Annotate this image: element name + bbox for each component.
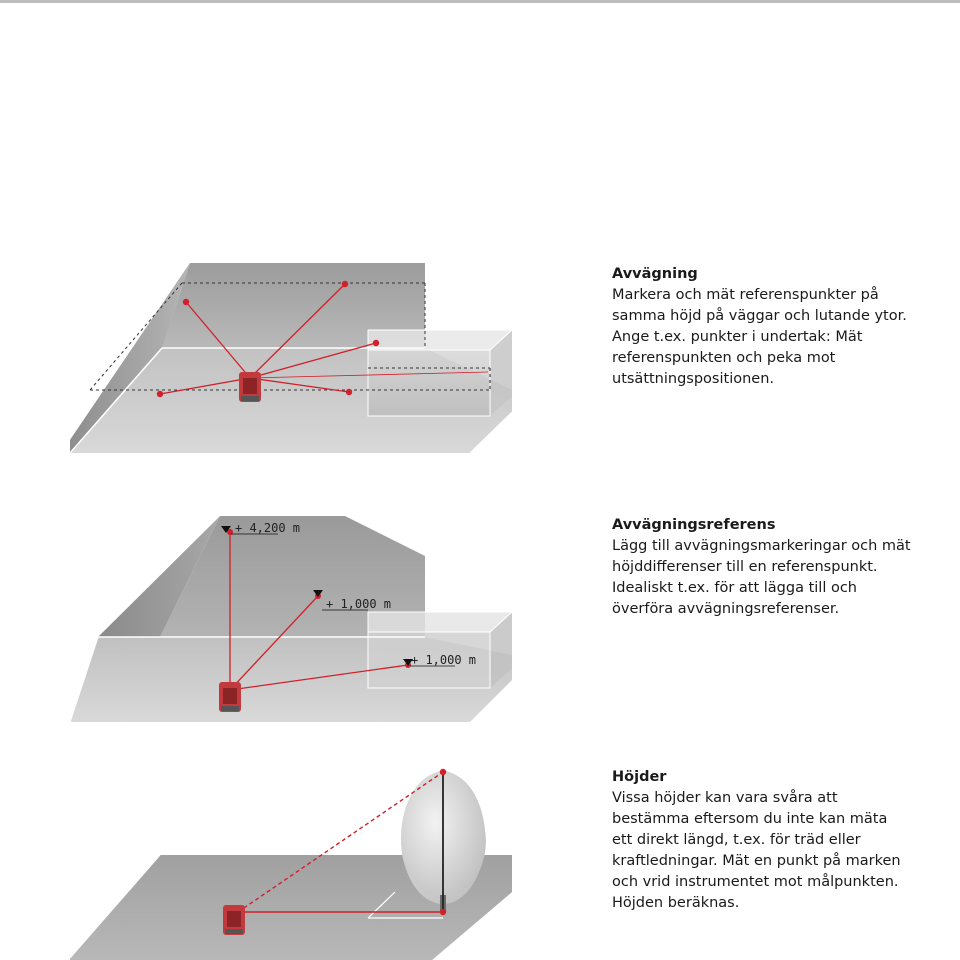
section-title: Höjder: [612, 769, 667, 785]
section-title: Avvägningsreferens: [612, 517, 776, 533]
instrument-3: [223, 905, 245, 935]
section-body: Markera och mät referenspunkter på samma höjd på väggar och lutande ytor. Ange t.ex. punkter i undertak: Mät referenspunkten och peka mot utsättningspositionen.: [612, 287, 907, 387]
label-top: + 4,200 m: [235, 521, 301, 535]
section-body: Lägg till avvägningsmarkeringar och mät höjddifferenser till en referenspunkt. Idealiskt t.ex. för att lägga till och överföra avvägningsreferenser.: [612, 538, 911, 617]
section-body: Vissa höjder kan vara svåra att bestämma eftersom du inte kan mäta ett direkt längd, t.ex. för träd eller kraftledningar. Mät en punkt på marken och vrid instrumentet mot målpunkten. Höjden beräknas.: [612, 790, 901, 911]
label-right: + 1,000 m: [411, 653, 477, 667]
label-middle: + 1,000 m: [326, 597, 392, 611]
section-title: Avvägning: [612, 266, 698, 282]
section-heights: [612, 767, 912, 914]
